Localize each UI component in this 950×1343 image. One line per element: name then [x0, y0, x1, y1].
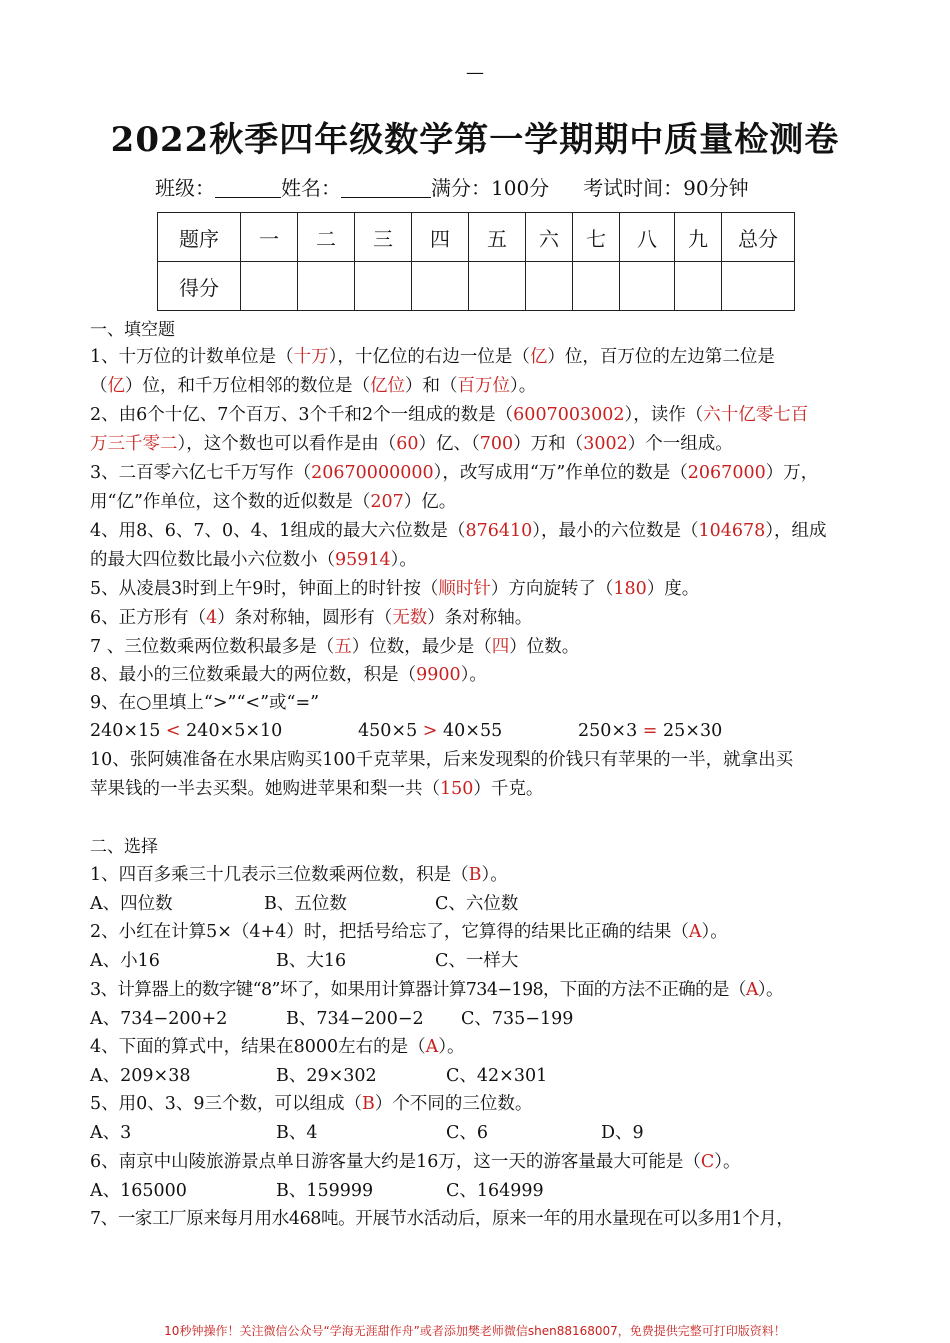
table-cell: 三	[355, 213, 412, 262]
text: ），最小的六位数是（	[532, 521, 699, 541]
answer: <	[165, 721, 181, 741]
table-cell: 四	[412, 213, 469, 262]
table-cell	[573, 262, 620, 311]
answer: 顺时针	[438, 579, 491, 599]
text: 7 、三位数乘两位数积最多是（	[90, 637, 335, 657]
option: B、29×302	[276, 1066, 377, 1086]
answer: 180	[613, 579, 647, 599]
answer: A	[425, 1037, 439, 1057]
text: 用“亿”作单位，这个数的近似数是（	[90, 492, 371, 512]
text: 8、最小的三位数乘最大的两位数，积是（	[90, 665, 417, 685]
text: ）。	[701, 922, 728, 942]
option: A、小16	[90, 951, 160, 971]
text: 1、四百多乘三十几表示三位数乘两位数，积是（	[90, 865, 469, 885]
table-cell: 六	[526, 213, 573, 262]
table-cell	[722, 262, 795, 311]
text: ）度。	[646, 579, 700, 599]
option: A、209×38	[90, 1066, 191, 1086]
table-cell	[526, 262, 573, 311]
text: 的最大四位数比最小六位数小（	[90, 550, 335, 570]
answer: A	[688, 922, 702, 942]
student-info-line	[155, 172, 749, 201]
text: ），改写成用“万”作单位的数是（	[433, 463, 688, 483]
question-line	[90, 918, 728, 946]
text: ）个一组成。	[627, 434, 733, 454]
text: ）条对称轴，圆形有（	[217, 608, 393, 628]
answer: 亿	[529, 347, 548, 367]
option: A、四位数	[90, 894, 173, 914]
answer: 876410	[465, 521, 533, 541]
answer: 95914	[335, 550, 391, 570]
table-cell: 二	[298, 213, 355, 262]
header-dash: —	[466, 62, 484, 83]
table-cell	[675, 262, 722, 311]
answer: 万三千零二	[90, 434, 178, 454]
text: ）位，和千万位相邻的数位是（	[125, 376, 370, 396]
text: 2、由6个十亿、7个百万、3个千和2个一组成的数是（	[90, 405, 514, 425]
text: ），读作（	[624, 405, 704, 425]
text: ）。	[460, 665, 487, 685]
answer: 五	[334, 637, 352, 657]
text: ）。	[510, 376, 537, 396]
table-cell: 总分	[722, 213, 795, 262]
question-line	[90, 661, 487, 689]
text: ）亿、（	[418, 434, 480, 454]
question-line	[90, 517, 827, 545]
text: 25×30	[663, 721, 723, 741]
table-cell	[620, 262, 675, 311]
answer: 亿	[107, 376, 125, 396]
text: ）位数，最少是（	[351, 637, 492, 657]
text: ）个不同的三位数。	[374, 1094, 533, 1114]
option: B、大16	[276, 951, 347, 971]
option: C、6	[446, 1123, 489, 1143]
score-table	[157, 212, 795, 311]
question-line	[90, 343, 775, 371]
page-title: 2022秋季四年级数学第一学期期中质量检测卷	[110, 120, 840, 160]
text: 250×3	[578, 721, 638, 741]
text: ）。	[714, 1152, 741, 1172]
answer: 700	[479, 434, 514, 454]
question-line	[90, 1033, 465, 1061]
text: ）千克。	[473, 779, 544, 799]
table-cell: 一	[241, 213, 298, 262]
text: ）条对称轴。	[427, 608, 533, 628]
text: ）方向旋转了（	[490, 579, 614, 599]
text: 6、正方形有（	[90, 608, 207, 628]
name-blank	[341, 179, 431, 198]
table-cell: 八	[620, 213, 675, 262]
answer: 150	[440, 779, 474, 799]
text: 4、下面的算式中，结果在8000左右的是（	[90, 1037, 426, 1057]
text: 5、用0、3、9三个数，可以组成（	[90, 1094, 363, 1114]
text: ）亿。	[403, 492, 457, 512]
option: D、9	[601, 1123, 644, 1143]
answer: B	[362, 1094, 375, 1114]
compare-expr-3	[578, 717, 722, 745]
answer: 60	[396, 434, 419, 454]
text: 6、南京中山陵旅游景点单日游客量大约是16万，这一天的游客量最大可能是（	[90, 1152, 701, 1172]
text: 3、二百零六亿七千万写作（	[90, 463, 312, 483]
answer: C	[700, 1152, 715, 1172]
table-cell	[241, 262, 298, 311]
option: C、一样大	[435, 951, 519, 971]
text: 5、从凌晨3时到上午9时，钟面上的时针按（	[90, 579, 439, 599]
option: C、六位数	[435, 894, 519, 914]
option: A、734−200+2	[90, 1009, 228, 1029]
answer: 亿位	[370, 376, 405, 396]
option: B、4	[276, 1123, 318, 1143]
footer-note: 10秒钟操作！关注微信公众号“学海无涯甜作舟”或者添加樊老师微信shen88168007，免费提供完整可打印版资料！	[164, 1324, 786, 1338]
text: ）和（	[405, 376, 458, 396]
table-cell	[298, 262, 355, 311]
answer: 3002	[583, 434, 628, 454]
option: B、五位数	[264, 894, 347, 914]
answer: =	[642, 721, 658, 741]
question-line	[90, 488, 456, 516]
text: ）万和（	[513, 434, 584, 454]
question-line	[90, 775, 543, 803]
question-line	[90, 976, 783, 1004]
table-cell: 九	[675, 213, 722, 262]
answer: 9900	[416, 665, 461, 685]
table-cell	[412, 262, 469, 311]
table-cell: 题序	[158, 213, 241, 262]
question-line	[90, 546, 417, 574]
answer: 4	[206, 608, 218, 628]
text: 40×55	[443, 721, 503, 741]
option: C、735−199	[461, 1009, 574, 1029]
option: B、734−200−2	[286, 1009, 424, 1029]
answer: 百万位	[457, 376, 510, 396]
question-line	[90, 861, 508, 889]
full-score: 满分：100分	[431, 176, 550, 200]
answer: 六十亿零七百	[703, 405, 809, 425]
answer: 无数	[392, 608, 428, 628]
question-line: 9、在○里填上“>”“<”或“=”	[90, 693, 320, 713]
option: C、42×301	[446, 1066, 548, 1086]
answer: 104678	[698, 521, 766, 541]
compare-expr-2	[358, 717, 502, 745]
text: ）位，百万位的左边第二位是	[547, 347, 775, 367]
answer: 十万	[293, 347, 329, 367]
text: 4、用8、6、7、0、4、1组成的最大六位数是（	[90, 521, 466, 541]
question-line	[90, 604, 532, 632]
text: ）。	[481, 865, 508, 885]
answer: 20670000000	[311, 463, 434, 483]
text: ）万，	[765, 463, 819, 483]
text: ），组成	[765, 521, 827, 541]
answer: 2067000	[687, 463, 766, 483]
section-title-fill: 一、填空题	[90, 320, 175, 340]
text: ），十亿位的右边一位是（	[328, 347, 530, 367]
text: （	[90, 376, 108, 396]
score-table-header-row	[158, 213, 795, 262]
text: ）位数。	[509, 637, 580, 657]
question-line	[90, 459, 818, 487]
answer: A	[745, 980, 758, 1000]
question-line	[90, 1148, 741, 1176]
compare-expr-1	[90, 717, 282, 745]
table-cell: 五	[469, 213, 526, 262]
answer: 207	[370, 492, 404, 512]
text: 240×15	[90, 721, 161, 741]
text: 2、小红在计算5×（4+4）时，把括号给忘了，它算得的结果比正确的结果（	[90, 922, 689, 942]
text: 450×5	[358, 721, 418, 741]
question-line	[90, 372, 536, 400]
question-line	[90, 401, 808, 429]
option: A、165000	[90, 1181, 187, 1201]
table-cell	[355, 262, 412, 311]
section-title-choice: 二、选择	[90, 837, 158, 857]
class-label: 班级：	[155, 176, 215, 200]
table-cell: 得分	[158, 262, 241, 311]
table-cell: 七	[573, 213, 620, 262]
text: ）。	[757, 980, 783, 1000]
question-line	[90, 575, 699, 603]
text: ），这个数也可以看作是由（	[177, 434, 397, 454]
text: 苹果钱的一半去买梨。她购进苹果和梨一共（	[90, 779, 440, 799]
question-line	[90, 1090, 532, 1118]
exam-time: 考试时间：90分钟	[583, 176, 749, 200]
answer: B	[468, 865, 482, 885]
answer: 四	[491, 637, 510, 657]
question-line	[90, 633, 579, 661]
question-line: 7、一家工厂原来每月用水468吨。开展节水活动后，原来一年的用水量现在可以多用1个月，	[90, 1209, 794, 1229]
option: C、164999	[446, 1181, 544, 1201]
class-blank	[215, 179, 281, 198]
text: ）。	[390, 550, 417, 570]
text: ）。	[438, 1037, 465, 1057]
option: A、3	[90, 1123, 132, 1143]
answer: >	[422, 721, 438, 741]
text: 1、十万位的计数单位是（	[90, 347, 294, 367]
option: B、159999	[276, 1181, 374, 1201]
text: 3、计算器上的数字键“8”坏了，如果用计算器计算734−198，下面的方法不正确的是（	[90, 980, 746, 1000]
question-line	[90, 430, 733, 458]
score-table-score-row	[158, 262, 795, 311]
question-line: 10、张阿姨准备在水果店购买100千克苹果，后来发现梨的价钱只有苹果的一半，就拿出买	[90, 750, 794, 770]
answer: 6007003002	[513, 405, 625, 425]
name-label: 姓名：	[281, 176, 341, 200]
text: 240×5×10	[186, 721, 283, 741]
table-cell	[469, 262, 526, 311]
